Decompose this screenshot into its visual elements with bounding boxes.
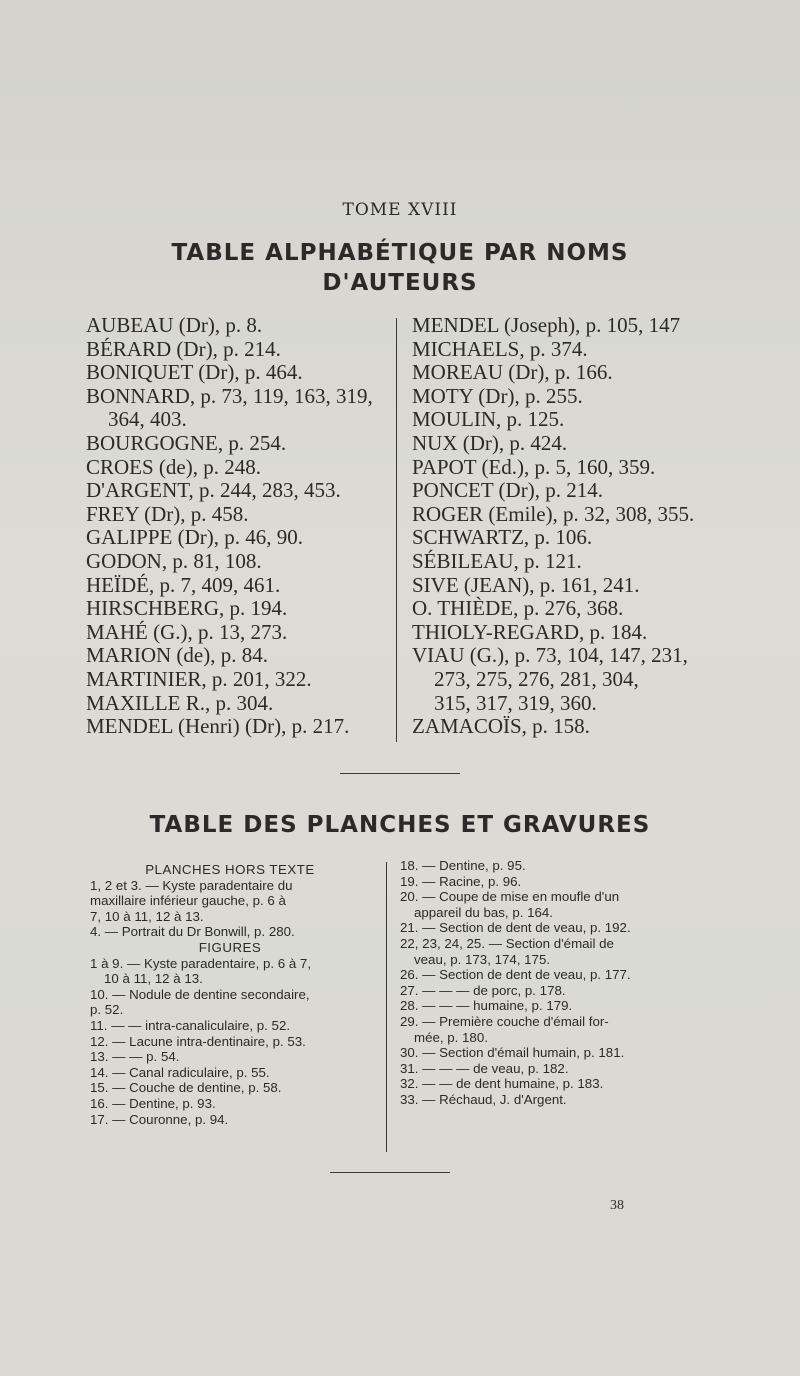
author-entry: SIVE (JEAN), p. 161, 241. [412, 572, 640, 597]
figure-entry: 27. — — — de porc, p. 178. [400, 982, 566, 998]
author-entry: HEÏDÉ, p. 7, 409, 461. [86, 572, 281, 597]
author-entry: O. THIÈDE, p. 276, 368. [412, 596, 624, 621]
column-divider [386, 862, 387, 1152]
plate-entry: 4. — Portrait du Dr Bonwill, p. 280. [90, 924, 295, 940]
plates-heading: PLANCHES HORS TEXTE [145, 862, 315, 877]
author-entry: MOULIN, p. 125. [412, 407, 565, 432]
author-entry: PONCET (Dr), p. 214. [412, 478, 603, 503]
author-entry: CROES (de), p. 248. [86, 454, 261, 479]
figure-entry: 26. — Section de dent de veau, p. 177. [400, 967, 631, 983]
author-entry: MICHAELS, p. 374. [412, 336, 588, 361]
figure-entry: 11. — — intra-canaliculaire, p. 52. [90, 1017, 291, 1033]
figures-heading: FIGURES [198, 939, 262, 955]
figure-entry: 10. — Nodule de dentine secondaire, [90, 986, 310, 1002]
author-entry-continued: 273, 275, 276, 281, 304, [434, 666, 639, 691]
author-entry: MAXILLE R., p. 304. [86, 690, 274, 715]
author-entry: MARION (de), p. 84. [86, 643, 268, 668]
author-entry: SÉBILEAU, p. 121. [412, 548, 582, 573]
figure-entry: 18. — Dentine, p. 95. [400, 858, 526, 873]
figure-entry-continued: p. 52. [90, 1002, 124, 1018]
author-entry: HIRSCHBERG, p. 194. [86, 596, 288, 621]
page-number: 38 [610, 1198, 624, 1213]
figure-entry: 16. — Dentine, p. 93. [90, 1095, 216, 1111]
section-separator [340, 773, 460, 774]
author-entry: GODON, p. 81, 108. [86, 548, 262, 573]
plates-left-column [90, 862, 370, 1127]
figure-entry: 28. — — — humaine, p. 179. [400, 998, 573, 1014]
author-entry: MAHÉ (G.), p. 13, 273. [86, 619, 288, 644]
tome-label: TOME XVIII [342, 200, 458, 220]
author-entry: GALIPPE (Dr), p. 46, 90. [86, 525, 303, 550]
authors-title-line-1: TABLE ALPHABÉTIQUE PAR NOMS [171, 240, 629, 266]
figure-entry: 33. — Réchaud, J. d'Argent. [400, 1091, 567, 1107]
author-entry: BONIQUET (Dr), p. 464. [86, 360, 303, 385]
plate-entry: maxillaire inférieur gauche, p. 6 à [90, 893, 286, 909]
plates-table-title: TABLE DES PLANCHES ET GRAVURES [149, 812, 651, 838]
author-entry: D'ARGENT, p. 244, 283, 453. [86, 478, 341, 503]
column-divider [396, 318, 397, 742]
author-entry: MENDEL (Joseph), p. 105, 147 [412, 313, 681, 337]
author-entry: BOURGOGNE, p. 254. [86, 430, 287, 455]
figure-entry-continued: mée, p. 180. [414, 1029, 488, 1045]
plate-entry: 7, 10 à 11, 12 à 13. [90, 908, 204, 924]
author-entry: BÉRARD (Dr), p. 214. [86, 336, 281, 361]
author-entry: MARTINIER, p. 201, 322. [86, 666, 312, 691]
figure-entry: 14. — Canal radiculaire, p. 55. [90, 1064, 270, 1080]
figure-entry: 15. — Couche de dentine, p. 58. [90, 1080, 282, 1096]
section-separator [330, 1172, 450, 1173]
figure-entry: 30. — Section d'émail humain, p. 181. [400, 1045, 625, 1061]
author-entry: FREY (Dr), p. 458. [86, 501, 249, 526]
figure-entry: 31. — — — de veau, p. 182. [400, 1060, 569, 1076]
figure-entry: 22, 23, 24, 25. — Section d'émail de [400, 935, 614, 951]
figure-entry: 19. — Racine, p. 96. [400, 873, 522, 889]
author-entry: AUBEAU (Dr), p. 8. [86, 313, 263, 337]
figure-entry: 12. — Lacune intra-dentinaire, p. 53. [90, 1033, 306, 1049]
author-entry: VIAU (G.), p. 73, 104, 147, 231, [412, 643, 688, 668]
author-entry: THIOLY-REGARD, p. 184. [412, 619, 648, 644]
authors-right-column [412, 314, 752, 739]
author-entry: PAPOT (Ed.), p. 5, 160, 359. [412, 454, 656, 479]
authors-table-title [0, 238, 800, 298]
figure-entry: 29. — Première couche d'émail for- [400, 1013, 609, 1029]
authors-title-line-2: D'AUTEURS [322, 270, 478, 296]
author-entry: ROGER (Emile), p. 32, 308, 355. [412, 501, 695, 526]
plate-entry: 1, 2 et 3. — Kyste paradentaire du [90, 877, 293, 893]
figure-entry: 1 à 9. — Kyste paradentaire, p. 6 à 7, [90, 955, 312, 971]
author-entry-continued: 315, 317, 319, 360. [434, 690, 597, 715]
author-entry-continued: 364, 403. [108, 407, 187, 432]
author-entry: ZAMACOÏS, p. 158. [412, 714, 590, 739]
author-entry: MENDEL (Henri) (Dr), p. 217. [86, 714, 350, 739]
figure-entry: 20. — Coupe de mise en moufle d'un [400, 889, 620, 905]
plates-right-column [400, 858, 710, 1108]
figure-entry: 17. — Couronne, p. 94. [90, 1111, 229, 1127]
figure-entry-continued: veau, p. 173, 174, 175. [414, 951, 551, 967]
figure-entry-continued: appareil du bas, p. 164. [414, 904, 553, 920]
figure-entry: 32. — — de dent humaine, p. 183. [400, 1076, 604, 1092]
author-entry: NUX (Dr), p. 424. [412, 430, 568, 455]
author-entry: BONNARD, p. 73, 119, 163, 319, [86, 383, 373, 408]
figure-entry-continued: 10 à 11, 12 à 13. [104, 971, 203, 987]
figure-entry: 13. — — p. 54. [90, 1049, 180, 1065]
figure-entry: 21. — Section de dent de veau, p. 192. [400, 920, 631, 936]
author-entry: SCHWARTZ, p. 106. [412, 525, 593, 550]
authors-left-column [86, 314, 386, 739]
author-entry: MOREAU (Dr), p. 166. [412, 360, 613, 385]
author-entry: MOTY (Dr), p. 255. [412, 383, 583, 408]
